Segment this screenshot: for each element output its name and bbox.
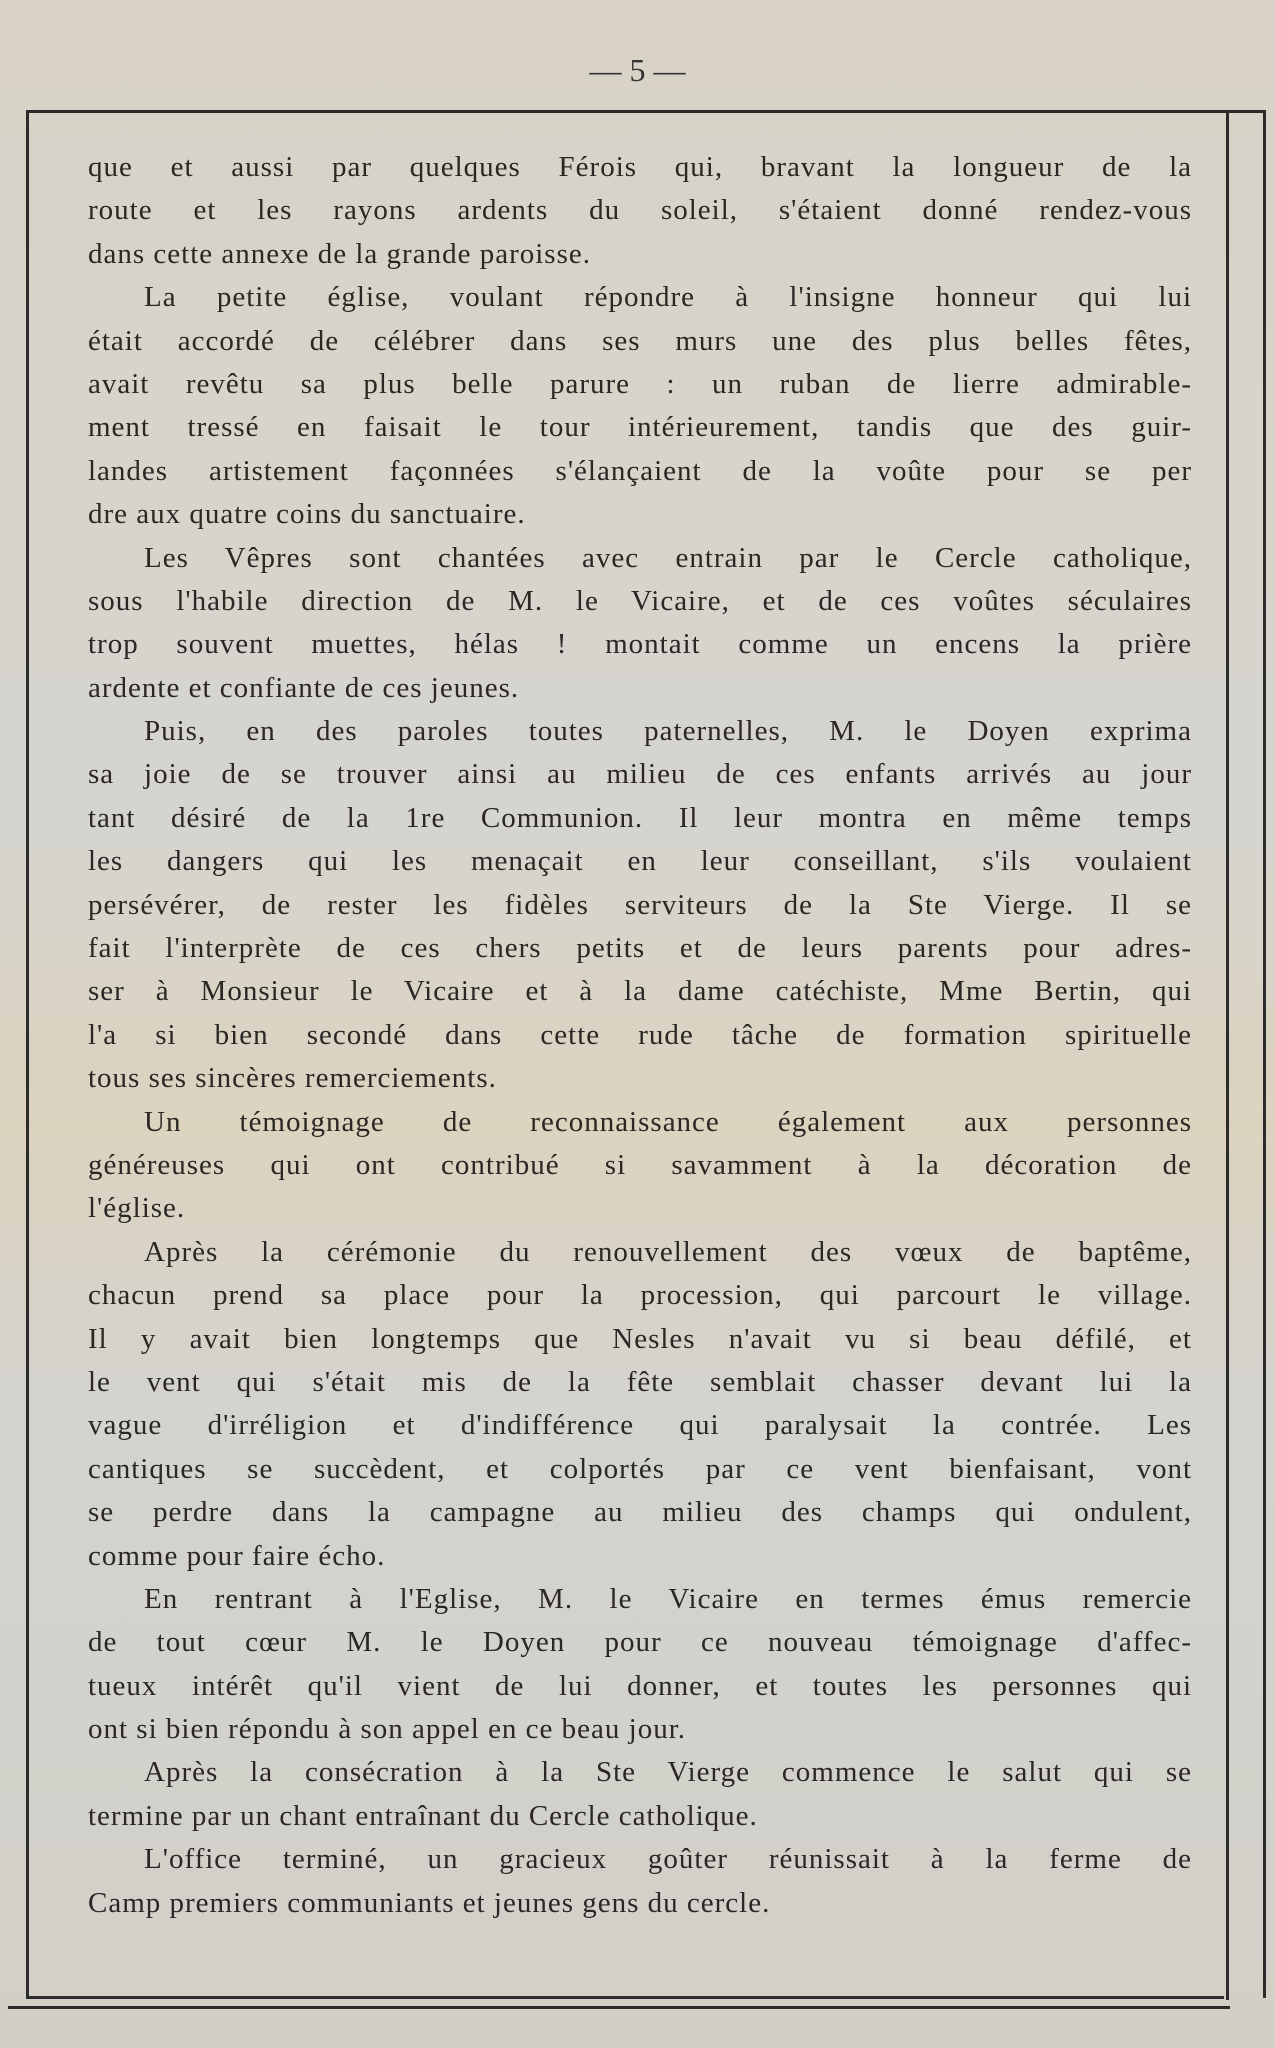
text-line: Après la consécration à la Ste Vierge commence le salut qui se: [144, 1756, 1192, 1789]
text-line: Les Vêpres sont chantées avec entrain par le Cercle catholique,: [144, 541, 1192, 574]
text-line: ment tressé en faisait le tour intérieurement, tandis que des guir-: [88, 411, 1192, 444]
text-line: Il y avait bien longtemps que Nesles n'avait vu si beau défilé, et: [88, 1322, 1192, 1355]
border-bottom-double-rule: [8, 2006, 1230, 2009]
text-line: landes artistement façonnées s'élançaient de la voûte pour se per: [88, 454, 1192, 487]
body-text: [88, 146, 1192, 1925]
text-line: les dangers qui les menaçait en leur conseillant, s'ils voulaient: [88, 845, 1192, 878]
text-line: cantiques se succèdent, et colportés par ce vent bienfaisant, vont: [88, 1452, 1192, 1485]
text-line: En rentrant à l'Eglise, M. le Vicaire en termes émus remercie: [144, 1582, 1192, 1615]
text-line: L'office terminé, un gracieux goûter réunissait à la ferme de: [144, 1843, 1192, 1876]
text-line: se perdre dans la campagne au milieu des champs qui ondulent,: [88, 1496, 1192, 1529]
text-line: Puis, en des paroles toutes paternelles, M. le Doyen exprima: [144, 715, 1192, 748]
text-line: sa joie de se trouver ainsi au milieu de ces enfants arrivés au jour: [88, 758, 1192, 791]
text-line: avait revêtu sa plus belle parure : un ruban de lierre admirable-: [88, 367, 1192, 400]
text-line: était accordé de célébrer dans ses murs une des plus belles fêtes,: [88, 324, 1192, 357]
text-line: dans cette annexe de la grande paroisse.: [88, 237, 591, 270]
text-line: dre aux quatre coins du sanctuaire.: [88, 498, 526, 531]
text-line: vague d'irréligion et d'indifférence qui paralysait la contrée. Les: [88, 1409, 1192, 1442]
text-line: généreuses qui ont contribué si savamment à la décoration de: [88, 1148, 1192, 1181]
text-line: termine par un chant entraînant du Cercle catholique.: [88, 1799, 758, 1832]
text-line: chacun prend sa place pour la procession, qui parcourt le village.: [88, 1279, 1192, 1312]
text-line: que et aussi par quelques Férois qui, bravant la longueur de la: [88, 151, 1192, 183]
text-line: tueux intérêt qu'il vient de lui donner, et toutes les personnes qui: [88, 1669, 1192, 1702]
text-line: ont si bien répondu à son appel en ce beau jour.: [88, 1713, 687, 1746]
text-line: La petite église, voulant répondre à l'insigne honneur qui lui: [144, 281, 1192, 314]
text-line: tous ses sincères remerciements.: [88, 1062, 497, 1095]
border-right-rule: [1226, 110, 1229, 2000]
text-line: comme pour faire écho.: [88, 1539, 386, 1572]
text-line: Un témoignage de reconnaissance également aux personnes: [144, 1105, 1192, 1138]
border-bottom-rule: [26, 1996, 1224, 1999]
text-line: Après la cérémonie du renouvellement des vœux de baptême,: [144, 1235, 1192, 1268]
text-line: le vent qui s'était mis de la fête semblait chasser devant lui la: [88, 1365, 1192, 1398]
text-line: ser à Monsieur le Vicaire et à la dame catéchiste, Mme Bertin, qui: [88, 975, 1192, 1008]
text-line: l'a si bien secondé dans cette rude tâche de formation spirituelle: [88, 1018, 1192, 1051]
text-line: de tout cœur M. le Doyen pour ce nouveau témoignage d'affec-: [88, 1626, 1192, 1659]
text-line: fait l'interprète de ces chers petits et de leurs parents pour adres-: [88, 932, 1192, 965]
text-line: route et les rayons ardents du soleil, s'étaient donné rendez-vous: [88, 194, 1192, 227]
text-line: persévérer, de rester les fidèles serviteurs de la Ste Vierge. Il se: [88, 888, 1192, 921]
text-line: trop souvent muettes, hélas ! montait comme un encens la prière: [88, 628, 1192, 661]
text-line: l'église.: [88, 1192, 186, 1225]
text-line: tant désiré de la 1re Communion. Il leur montra en même temps: [88, 801, 1192, 834]
text-line: ardente et confiante de ces jeunes.: [88, 671, 520, 704]
text-line: sous l'habile direction de M. le Vicaire, et de ces voûtes séculaires: [88, 584, 1192, 617]
page-number: — 5 —: [589, 52, 686, 88]
text-line: Camp premiers communiants et jeunes gens du cercle.: [88, 1886, 771, 1919]
